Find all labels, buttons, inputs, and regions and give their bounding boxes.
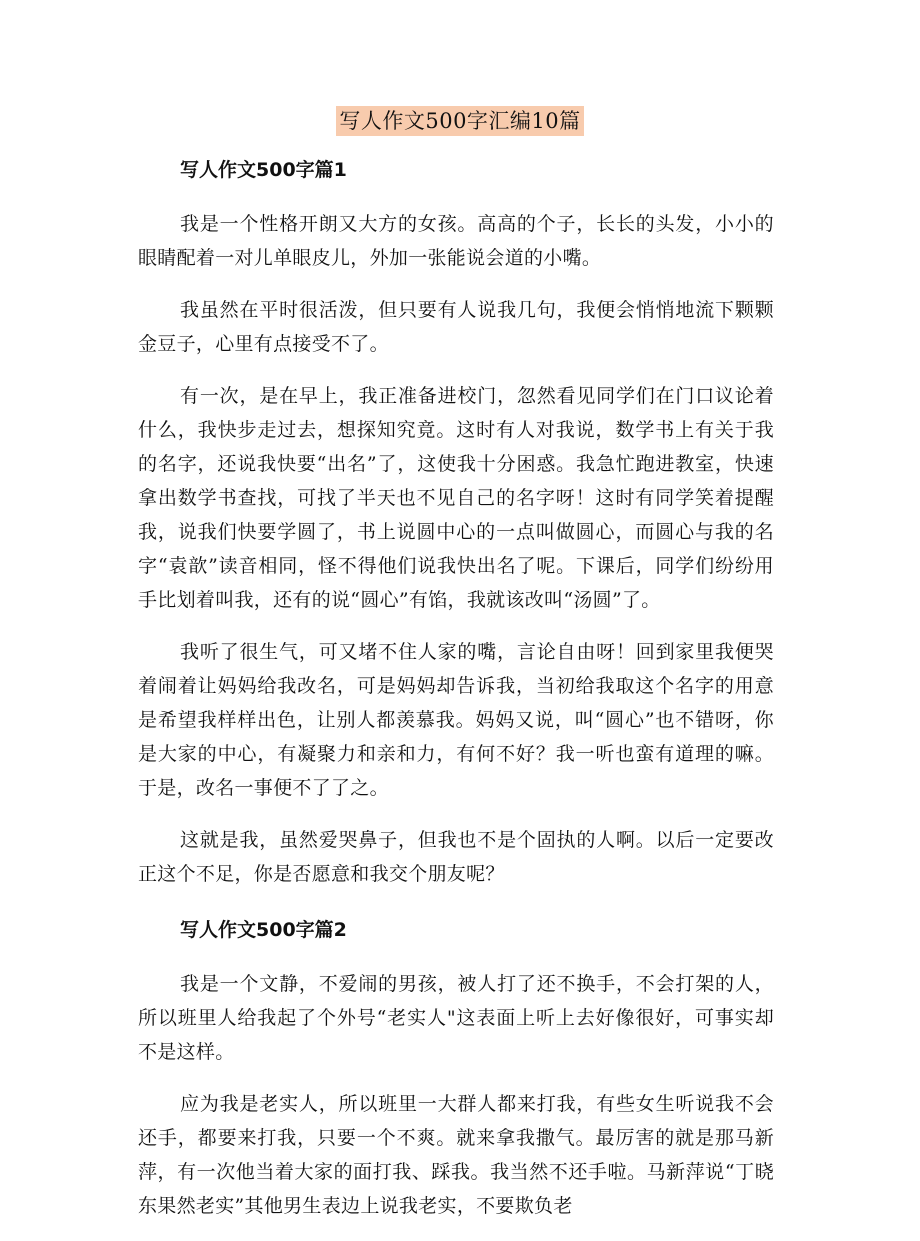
paragraph: 这就是我，虽然爱哭鼻子，但我也不是个固执的人啊。以后一定要改正这个不足，你是否愿意和我交个朋友呢？ — [138, 829, 774, 885]
paragraph: 我虽然在平时很活泼，但只要有人说我几句，我便会悄悄地流下颗颗金豆子，心里有点接受不了。 — [138, 299, 774, 355]
document-body — [138, 153, 774, 1241]
title-container — [0, 106, 920, 136]
paragraph: 有一次，是在早上，我正准备进校门，忽然看见同学们在门口议论着什么，我快步走过去，想探知究竟。这时有人对我说，数学书上有关于我的名字，还说我快要“出名”了，这使我十分困惑。我急忙跑进教室，快速拿出数学书查找，可找了半天也不见自己的名字呀！这时有同学笑着提醒我，说我们快要学圆了，书上说圆中心的一点叫做圆心，而圆心与我的名字“袁歆”读音相同，怪不得他们说我快出名了呢。下课后，同学们纷纷用手比划着叫我，还有的说“圆心”有馅，我就该改叫“汤圆”了。 — [138, 385, 774, 611]
paragraph: 我是一个文静，不爱闹的男孩，被人打了还不换手，不会打架的人，所以班里人给我起了个外号“老实人"这表面上听上去好像很好，可事实却不是这样。 — [138, 973, 774, 1063]
document-title: 写人作文500字汇编10篇 — [336, 106, 583, 136]
paragraph: 我是一个性格开朗又大方的女孩。高高的个子，长长的头发，小小的眼睛配着一对儿单眼皮儿，外加一张能说会道的小嘴。 — [138, 213, 774, 269]
paragraph: 应为我是老实人，所以班里一大群人都来打我，有些女生听说我不会还手，都要来打我，只要一个不爽。就来拿我撒气。最厉害的就是那马新萍，有一次他当着大家的面打我、踩我。我当然不还手啦。马新萍说“丁晓东果然老实”其他男生表边上说我老实，不要欺负老 — [138, 1093, 774, 1217]
paragraph: 我听了很生气，可又堵不住人家的嘴，言论自由呀！回到家里我便哭着闹着让妈妈给我改名，可是妈妈却告诉我，当初给我取这个名字的用意是希望我样样出色，让别人都羡慕我。妈妈又说，叫“圆心”也不错呀，你是大家的中心，有凝聚力和亲和力，有何不好？我一听也蛮有道理的嘛。于是，改名一事便不了了之。 — [138, 641, 774, 799]
section-heading-1: 写人作文500字篇1 — [180, 159, 347, 181]
section-heading-2: 写人作文500字篇2 — [180, 919, 347, 941]
